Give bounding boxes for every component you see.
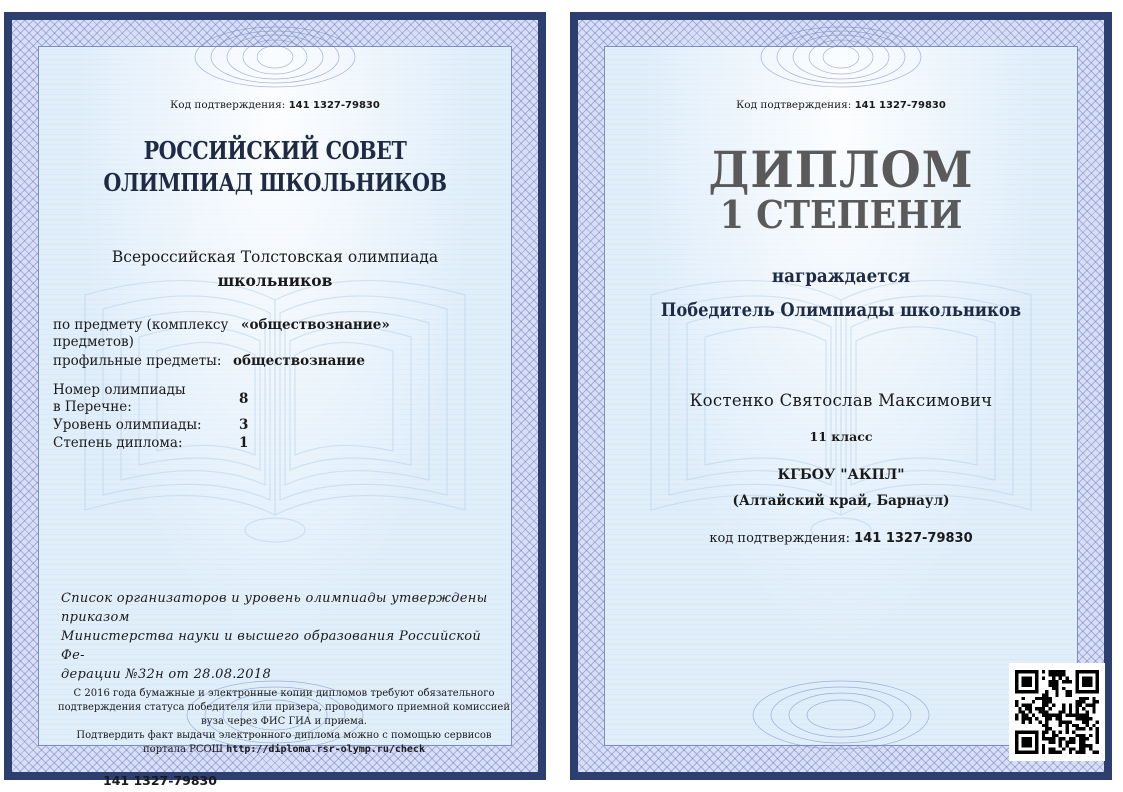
organizers-note: Список организаторов и уровень олимпиады утверждены приказом Министерства науки и высшего образования Российской Фе- дерации №32н от 28.08.2018 [61,591,488,682]
council-title-line1: РОССИЙСКИЙ СОВЕТ [143,136,407,165]
diploma-title: ДИПЛОМ [708,140,974,199]
number-label: Номер олимпиады в Перечне: [53,382,186,415]
bottom-code: 141 1327-79830 [103,773,217,788]
recipient-region: (Алтайский край, Барнаул) [732,493,950,509]
qr-code-icon [1015,669,1099,755]
profile-value: обществознание [233,353,365,369]
confirm-label: код подтверждения: [709,531,851,546]
diploma-back-sheet [4,12,546,788]
confirm-value: 141 1327-79830 [854,531,973,546]
olympiad-name-line2: школьников [217,271,333,290]
profile-label: профильные предметы: [53,353,222,369]
recipient-name: Костенко Святослав Максимович [689,391,993,410]
confirmation-code-footer [605,531,1077,546]
degree-value: 1 [239,435,249,451]
code-label: Код подтверждения: [736,99,852,111]
bottom-rosette [746,675,936,755]
degree-label: Степень диплома: [53,435,183,451]
code-label: Код подтверждения: [170,99,286,111]
level-label: Уровень олимпиады: [53,417,202,433]
diploma-front-sheet [570,12,1112,780]
confirmation-code-header [39,99,511,111]
paper-area [38,46,512,788]
code-value: 141 1327-79830 [854,100,946,111]
diploma-degree: 1 СТЕПЕНИ [719,192,963,237]
number-value: 8 [239,391,249,407]
council-title-line2: ОЛИМПИАД ШКОЛЬНИКОВ [103,168,447,197]
guilloche-border [12,20,538,788]
confirmation-code-header [605,99,1077,111]
top-rosette [751,33,931,103]
top-rosette [185,33,365,103]
recipient-grade: 11 класс [809,429,873,444]
verification-link[interactable]: http://diploma.rsr-olymp.ru/check [226,744,425,755]
awarded-label: награждается [771,265,911,287]
guilloche-border [578,20,1104,772]
verification-link-line: портала РСОШ http://diploma.rsr-olymp.ru/check [143,744,425,755]
olympiad-name-line1: Всероссийская Толстовская олимпиада [111,248,439,266]
recipient-school: КГБОУ "АКПЛ" [777,467,905,483]
code-value: 141 1327-79830 [288,100,380,111]
qr-code[interactable] [1009,663,1105,761]
olympiad-name [79,245,471,293]
winner-status: Победитель Олимпиады школьников [660,299,1022,321]
council-title [72,135,478,199]
paper-area [604,46,1078,746]
subject-label: по предмету (комплексу предметов) [53,317,229,350]
verification-note: С 2016 года бумажные и электронные копии дипломов требуют обязательного подтверждения статуса победителя или призера, проводимого приемной комиссией вуза через ФИС ГИА и приема. Подтвердить факт выдачи электронного диплома можно с помощью сервисов портала РСОШ http://diploma.rsr-olymp.ru/check [53,687,515,757]
subject-value: «обществознание» [241,317,390,333]
level-value: 3 [239,417,249,433]
